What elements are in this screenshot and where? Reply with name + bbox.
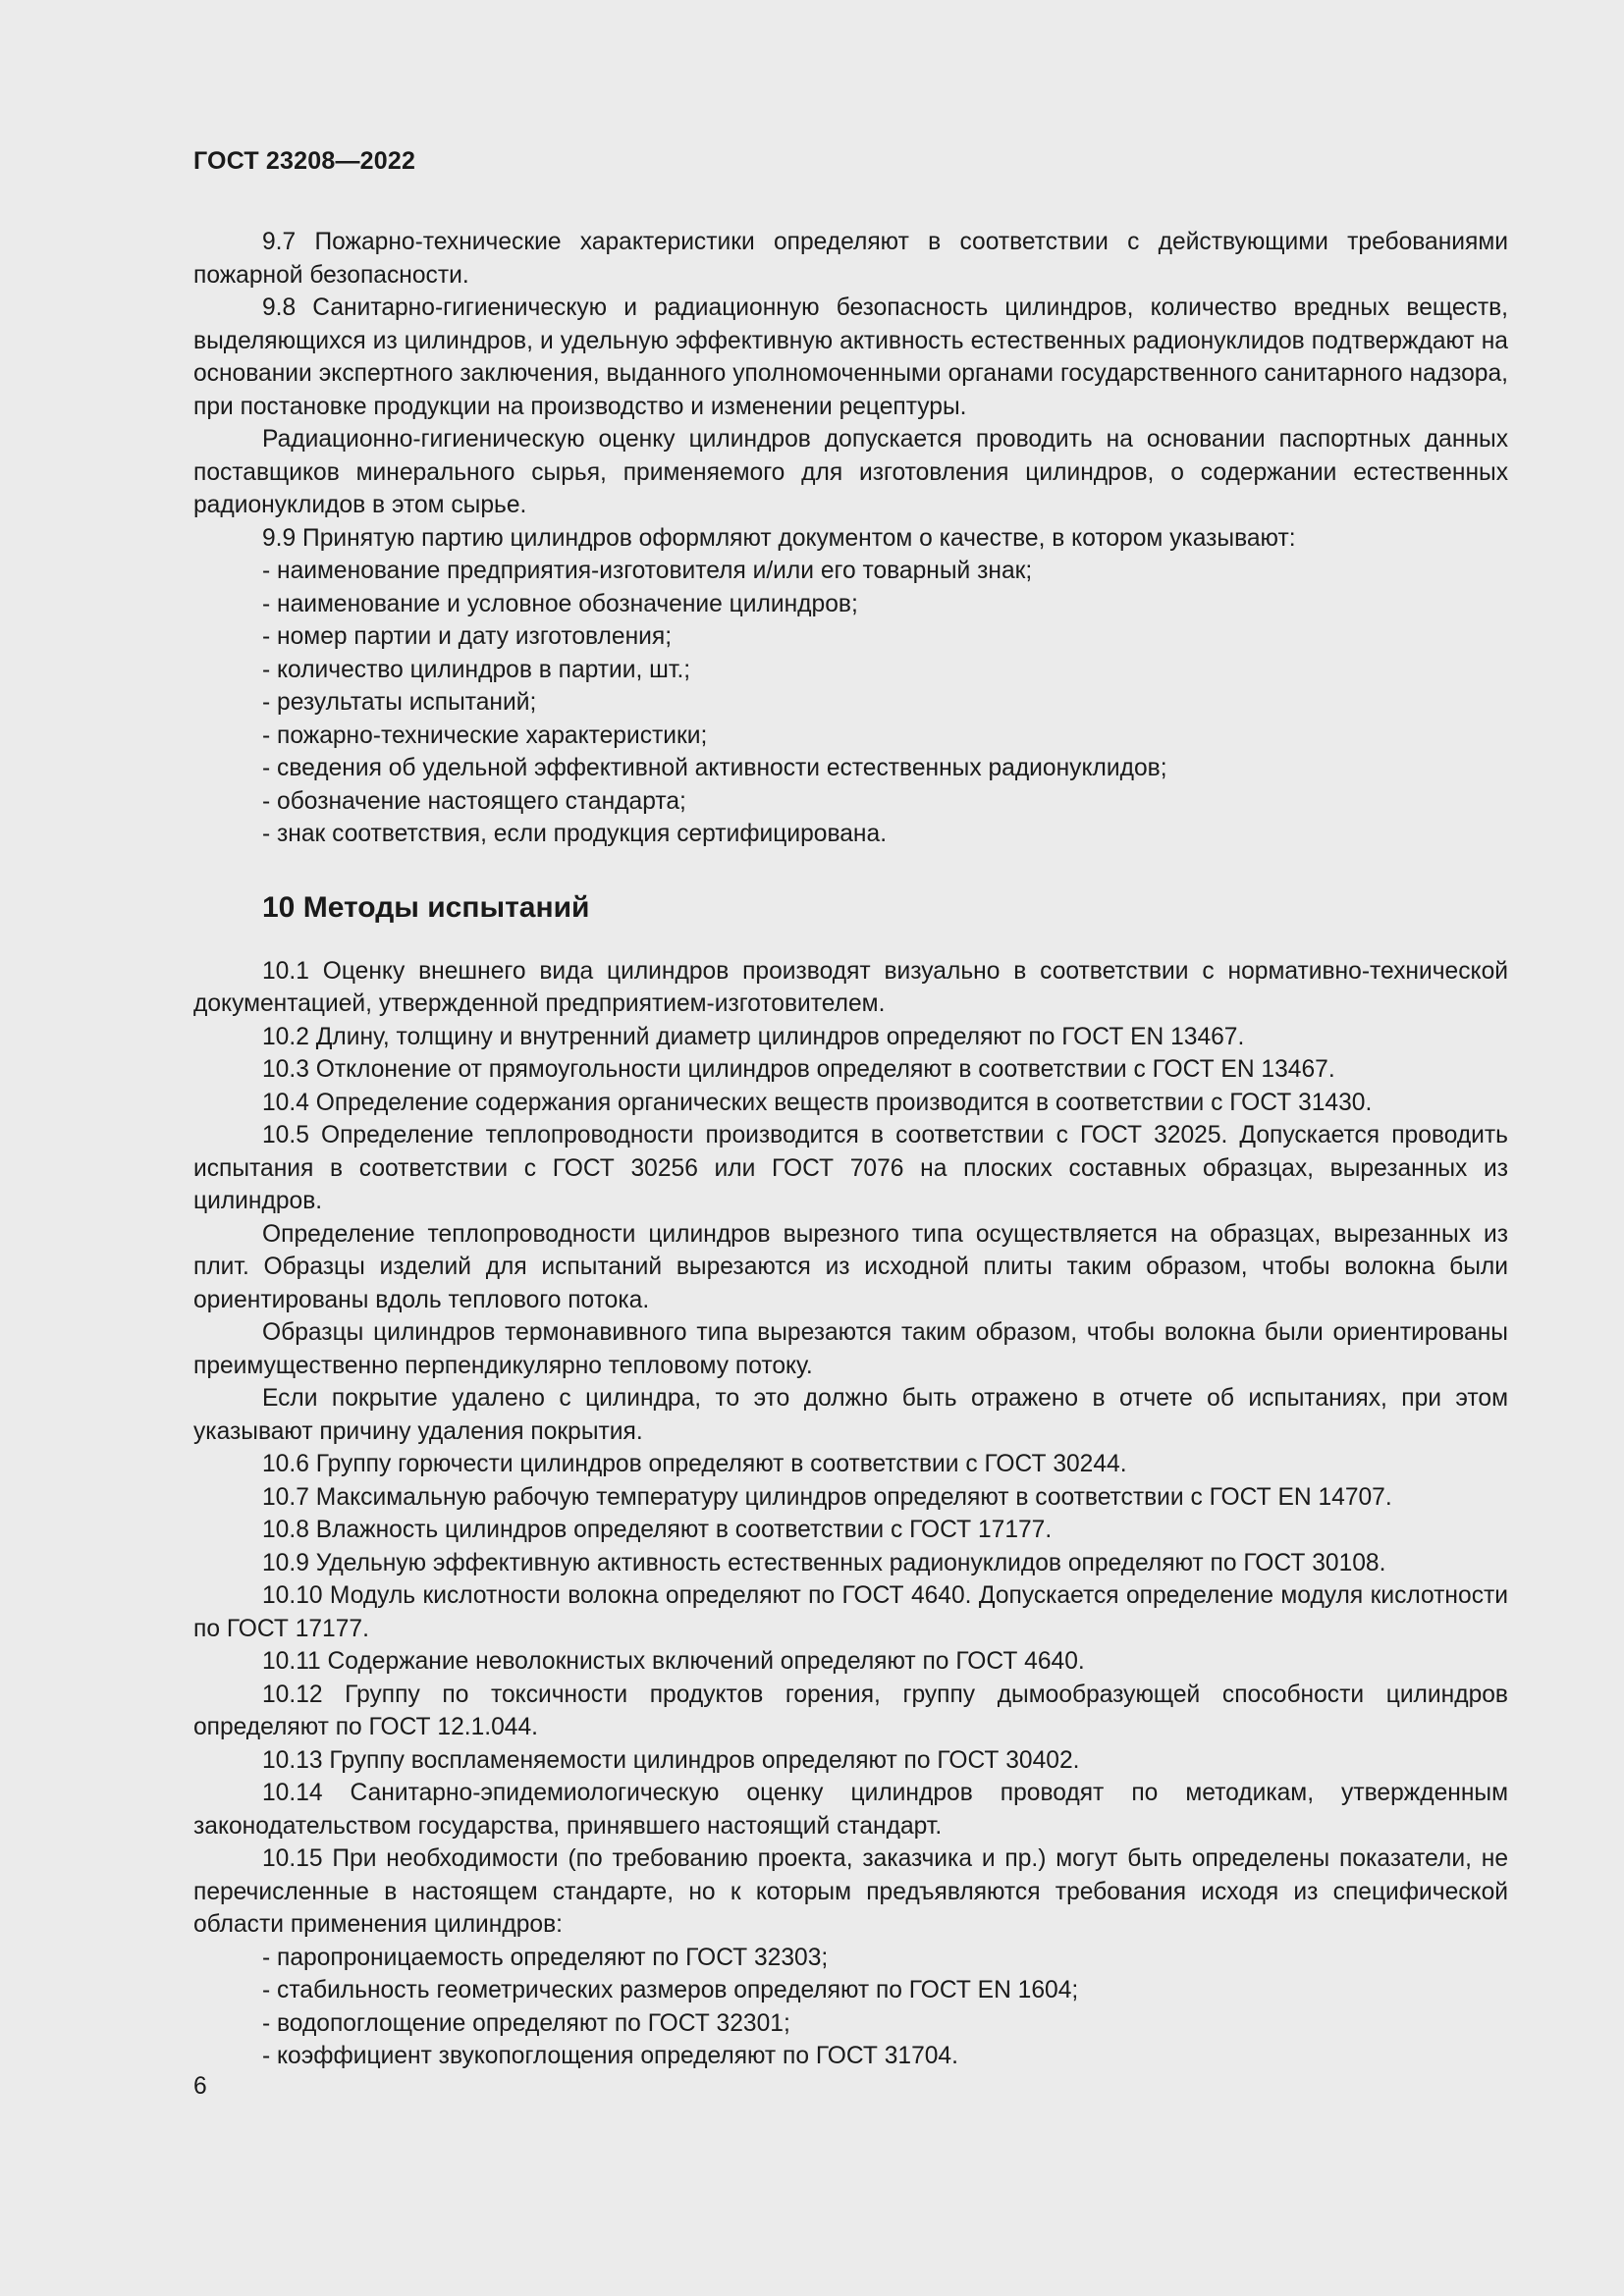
paragraph: Если покрытие удалено с цилиндра, то это должно быть отражено в отчете об испытаниях, при этом указывают причину удаления покрытия. — [193, 1385, 1508, 1445]
paragraph: Определение теплопроводности цилиндров вырезного типа осуществляется на образцах, вырезанных из плит. Образцы изделий для испытаний вырезаются из исходной плиты таким образом, чтобы волокна были ориентированы вдоль теплового потока. — [193, 1220, 1508, 1313]
paragraph: Радиационно-гигиеническую оценку цилиндров допускается проводить на основании паспортных данных поставщиков минерального сырья, применяемого для изготовления цилиндров, о содержании естественных радионуклидов в этом сырье. — [193, 426, 1508, 518]
list-item: - знак соответствия, если продукция сертифицирована. — [262, 821, 888, 847]
list-item: - обозначение настоящего стандарта; — [262, 787, 686, 815]
paragraph: 10.10 Модуль кислотности волокна определяют по ГОСТ 4640. Допускается определение модуля кислотности по ГОСТ 17177. — [193, 1582, 1508, 1642]
section-10-heading: 10 Методы испытаний — [262, 890, 590, 924]
list-item: - результаты испытаний; — [262, 689, 537, 716]
section-9-clauses — [193, 226, 1508, 851]
paragraph: 10.4 Определение содержания органических веществ производится в соответствии с ГОСТ 31430. — [262, 1089, 1373, 1116]
paragraph: 10.11 Содержание неволокнистых включений определяют по ГОСТ 4640. — [262, 1648, 1085, 1675]
list-item: - пожарно-технические характеристики; — [262, 721, 708, 749]
paragraph: 9.7 Пожарно-технические характеристики определяют в соответствии с действующими требованиями пожарной безопасности. — [193, 229, 1508, 289]
list-item: - сведения об удельной эффективной активности естественных радионуклидов; — [262, 755, 1167, 781]
list-item: - количество цилиндров в партии, шт.; — [262, 656, 691, 683]
paragraph: 9.8 Санитарно-гигиеническую и радиационную безопасность цилиндров, количество вредных веществ, выделяющихся из цилиндров, и удельную эффективную активность естественных радионуклидов подтверждают на основании экспертного заключения, выданного уполномоченными органами государственного санитарного надзора, при постановке продукции на производство и изменении рецептуры. — [193, 294, 1508, 420]
list-item: - наименование и условное обозначение цилиндров; — [262, 590, 858, 617]
list-item: - коэффициент звукопоглощения определяют по ГОСТ 31704. — [262, 2043, 958, 2069]
paragraph: 10.1 Оценку внешнего вида цилиндров производят визуально в соответствии с нормативно-технической документацией, утвержденной предприятием-изготовителем. — [193, 957, 1508, 1017]
paragraph: 10.8 Влажность цилиндров определяют в соответствии с ГОСТ 17177. — [262, 1517, 1053, 1543]
paragraph: 10.2 Длину, толщину и внутренний диаметр цилиндров определяют по ГОСТ EN 13467. — [262, 1023, 1245, 1050]
paragraph: 10.14 Санитарно-эпидемиологическую оценку цилиндров проводят по методикам, утвержденным законодательством государства, принявшего настоящий стандарт. — [193, 1780, 1508, 1840]
paragraph: 10.7 Максимальную рабочую температуру цилиндров определяют в соответствии с ГОСТ EN 14707. — [262, 1483, 1392, 1511]
paragraph: 10.6 Группу горючести цилиндров определяют в соответствии с ГОСТ 30244. — [262, 1451, 1127, 1477]
list-item: - номер партии и дату изготовления; — [262, 623, 673, 650]
paragraph: 10.12 Группу по токсичности продуктов горения, группу дымообразующей способности цилиндров определяют по ГОСТ 12.1.044. — [193, 1681, 1508, 1740]
section-10-clauses — [193, 955, 1508, 2073]
paragraph: 10.13 Группу воспламеняемости цилиндров определяют по ГОСТ 30402. — [262, 1746, 1080, 1774]
document-body — [193, 226, 1508, 2073]
list-item: - наименование предприятия-изготовителя и/или его товарный знак; — [262, 558, 1033, 584]
list-item: - водопоглощение определяют по ГОСТ 32301; — [262, 2009, 790, 2037]
paragraph: 9.9 Принятую партию цилиндров оформляют документом о качестве, в котором указывают: — [262, 524, 1296, 552]
paragraph: 10.5 Определение теплопроводности производится в соответствии с ГОСТ 32025. Допускается проводить испытания в соответствии с ГОСТ 30256 или ГОСТ 7076 на плоских составных образцах, вырезанных из цилиндров. — [193, 1122, 1508, 1214]
paragraph: 10.3 Отклонение от прямоугольности цилиндров определяют в соответствии с ГОСТ EN 13467. — [262, 1056, 1335, 1083]
page-number: 6 — [193, 2073, 207, 2100]
list-item: - паропроницаемость определяют по ГОСТ 32303; — [262, 1944, 829, 1971]
paragraph: 10.15 При необходимости (по требованию проекта, заказчика и пр.) могут быть определены показатели, не перечисленные в настоящем стандарте, но к которым предъявляются требования исходя из специфической области применения цилиндров: — [193, 1845, 1508, 1938]
document-header: ГОСТ 23208—2022 — [193, 147, 416, 175]
paragraph: 10.9 Удельную эффективную активность естественных радионуклидов определяют по ГОСТ 30108. — [262, 1549, 1386, 1576]
list-item: - стабильность геометрических размеров определяют по ГОСТ EN 1604; — [262, 1977, 1079, 2003]
paragraph: Образцы цилиндров термонавивного типа вырезаются таким образом, чтобы волокна были ориентированы преимущественно перпендикулярно тепловому потоку. — [193, 1319, 1508, 1379]
